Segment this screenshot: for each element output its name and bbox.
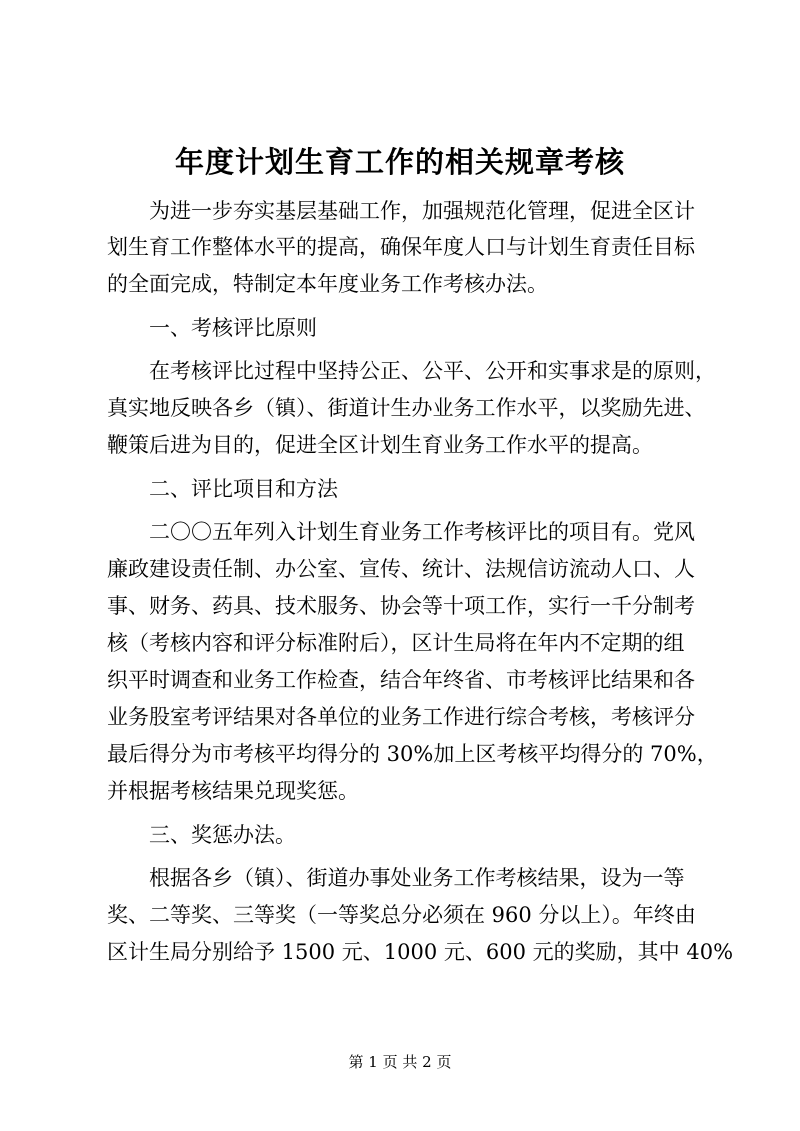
text-line: 的全面完成，特制定本年度业务工作考核办法。 (107, 272, 548, 296)
text-line: 事、财务、药具、技术服务、协会等十项工作，实行一千分制考 (107, 594, 695, 618)
text-line: 在考核评比过程中坚持公正、公平、公开和实事求是的原则， (107, 359, 716, 383)
text-line: 划生育工作整体水平的提高，确保年度人口与计划生育责任目标 (107, 235, 695, 259)
text-line: 鞭策后进为目的，促进全区计划生育业务工作水平的提高。 (107, 433, 653, 457)
text-line: 最后得分为市考核平均得分的 30%加上区考核平均得分的 70%， (107, 742, 718, 766)
text-line: 廉政建设责任制、办公室、宣传、统计、法规信访流动人口、人 (107, 557, 695, 581)
page-footer: 第 1 页 共 2 页 (348, 1053, 452, 1071)
document-title: 年度计划生育工作的相关规章考核 (174, 145, 625, 179)
text-line: 织平时调查和业务工作检查，结合年终省、市考核评比结果和各 (107, 668, 695, 692)
text-line: 奖、二等奖、三等奖（一等奖总分必须在 960 分以上）。年终由 (107, 903, 696, 927)
text-line: 根据各乡（镇）、街道办事处业务工作考核结果，设为一等 (107, 866, 685, 890)
text-line: 并根据考核结果兑现奖惩。 (107, 779, 359, 803)
text-line: 业务股室考评结果对各单位的业务工作进行综合考核，考核评分 (107, 705, 695, 729)
section-heading: 三、奖惩办法。 (107, 823, 296, 847)
text-line: 真实地反映各乡（镇）、街道计生办业务工作水平，以奖励先进、 (107, 396, 706, 420)
text-line: 核（考核内容和评分标准附后），区计生局将在年内不定期的组 (107, 631, 685, 655)
text-line: 为进一步夯实基层基础工作，加强规范化管理，促进全区计 (107, 199, 695, 223)
text-line: 区计生局分别给予 1500 元、1000 元、600 元的奖励，其中 40% (107, 940, 734, 964)
section-heading: 一、考核评比原则 (107, 316, 317, 340)
section-heading: 二、评比项目和方法 (107, 477, 338, 501)
text-line: 二〇〇五年列入计划生育业务工作考核评比的项目有。党风 (107, 520, 695, 544)
